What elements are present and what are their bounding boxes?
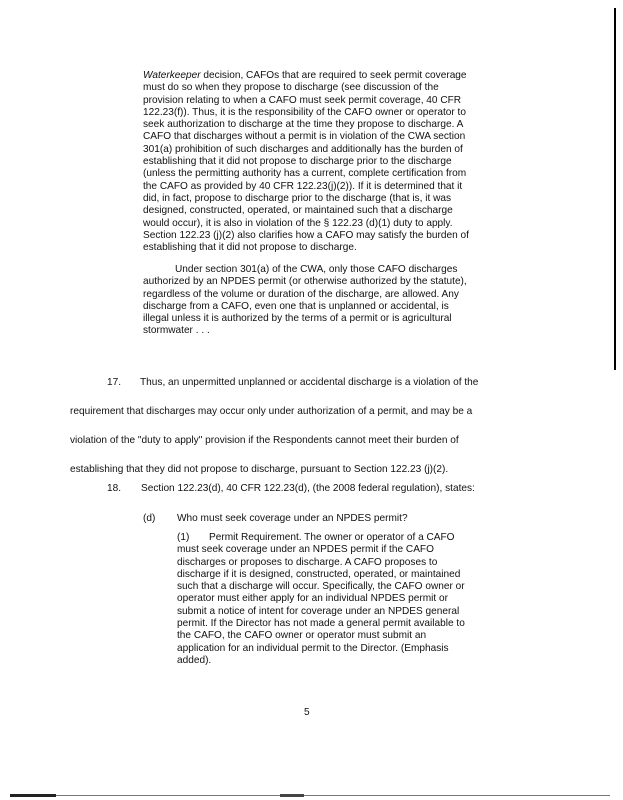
paragraph-line: establishing that they did not propose to discharge, pursuant to Section 122.23 (j)(2). [70,464,449,475]
paragraph-line: Thus, an unpermitted unplanned or accidental discharge is a violation of the [140,377,479,388]
subsection-d-heading: Who must seek coverage under an NPDES permit? [177,513,408,524]
quote-line: operator must either apply for an individual NPDES permit or [177,593,448,605]
subsection-d-label: (d) [143,513,156,524]
quote-line: Section 122.23 (j)(2) also clarifies how a CAFO may satisfy the burden of [143,229,469,241]
quote-line: designed, constructed, operated, or maintained such that a discharge [143,205,453,217]
quote-line: authorized by an NPDES permit (or otherwise authorized by the statute), [143,276,467,288]
quote-line: such that a discharge will occur. Specifically, the CAFO owner or [177,581,465,593]
quote-line: discharges or proposes to discharge. A CAFO proposes to [177,556,438,568]
quote-line: provision relating to when a CAFO must seek permit coverage, 40 CFR [143,94,462,106]
quote-line: (unless the permitting authority has a current, complete certification from [143,168,467,180]
quote-line: would occur), it is also in violation of the § 122.23 (d)(1) duty to apply. [143,217,453,229]
quote-line: stormwater . . . [143,325,210,337]
quote-line: the CAFO, the CAFO owner or operator must submit an [177,630,427,642]
paragraph-18-number: 18. [107,483,122,494]
quote-line: must do so when they propose to discharge (see discussion of the [143,82,439,94]
paragraph-line: violation of the "duty to apply" provision if the Respondents cannot meet their burden of [70,435,459,446]
quote-line: the CAFO as provided by 40 CFR 122.23(j)(2)). If it is determined that it [143,180,463,192]
paragraph-17-number: 17. [107,377,122,388]
page-bottom-rule [10,795,610,796]
block-quote-section-301 [143,264,515,338]
quote-line: establishing that it did not propose to discharge. [143,242,357,254]
quote-line: did, in fact, propose to discharge prior to the discharge (that is, it was [143,192,452,204]
scan-mark-center [280,794,304,797]
quote-line: application for an individual permit to the Director. (Emphasis [177,642,449,654]
quote-line: submit a notice of intent for coverage under an NPDES general [177,605,460,617]
page-number: 5 [304,707,310,718]
block-quote-permit-requirement [177,532,517,667]
quote-line: must seek coverage under an NPDES permit if the CAFO [177,544,434,556]
quote-line: CAFO that discharges without a permit is in violation of the CWA section [143,131,466,143]
quote-line: discharge if it is designed, constructed, operated, or maintained [177,568,461,580]
quote-line: regardless of the volume or duration of the discharge, are allowed. Any [143,288,459,300]
quote-line: permit. If the Director has not made a general permit available to [177,618,465,630]
block-quote-waterkeeper [143,70,515,254]
quote-line: 122.23(f)). Thus, it is the responsibility of the CAFO owner or operator to [143,106,466,118]
subsection-1-label: (1) [177,532,190,543]
quote-line: discharge from a CAFO, even one that is unplanned or accidental, is [143,300,449,312]
quote-line: seek authorization to discharge at the time they propose to discharge. A [143,119,464,131]
quote-line: added). [177,654,212,666]
quote-line: 301(a) prohibition of such discharges and additionally has the burden of [143,143,463,155]
quote-line: Waterkeeper decision, CAFOs that are required to seek permit coverage [143,70,467,81]
paragraph-18-text: Section 122.23(d), 40 CFR 122.23(d), (the 2008 federal regulation), states: [141,483,475,494]
quote-line: Under section 301(a) of the CWA, only those CAFO discharges [175,264,458,275]
quote-line: (1) Permit Requirement. The owner or operator of a CAFO [177,532,455,543]
paragraph-line: requirement that discharges may occur only under authorization of a permit, and may be a [70,406,473,417]
page-edge-line [614,8,616,370]
quote-line: establishing that it did not propose to discharge prior to the discharge [143,156,452,168]
scan-mark-left [10,794,56,797]
quote-line: illegal unless it is authorized by the terms of a permit or is agricultural [143,313,452,325]
